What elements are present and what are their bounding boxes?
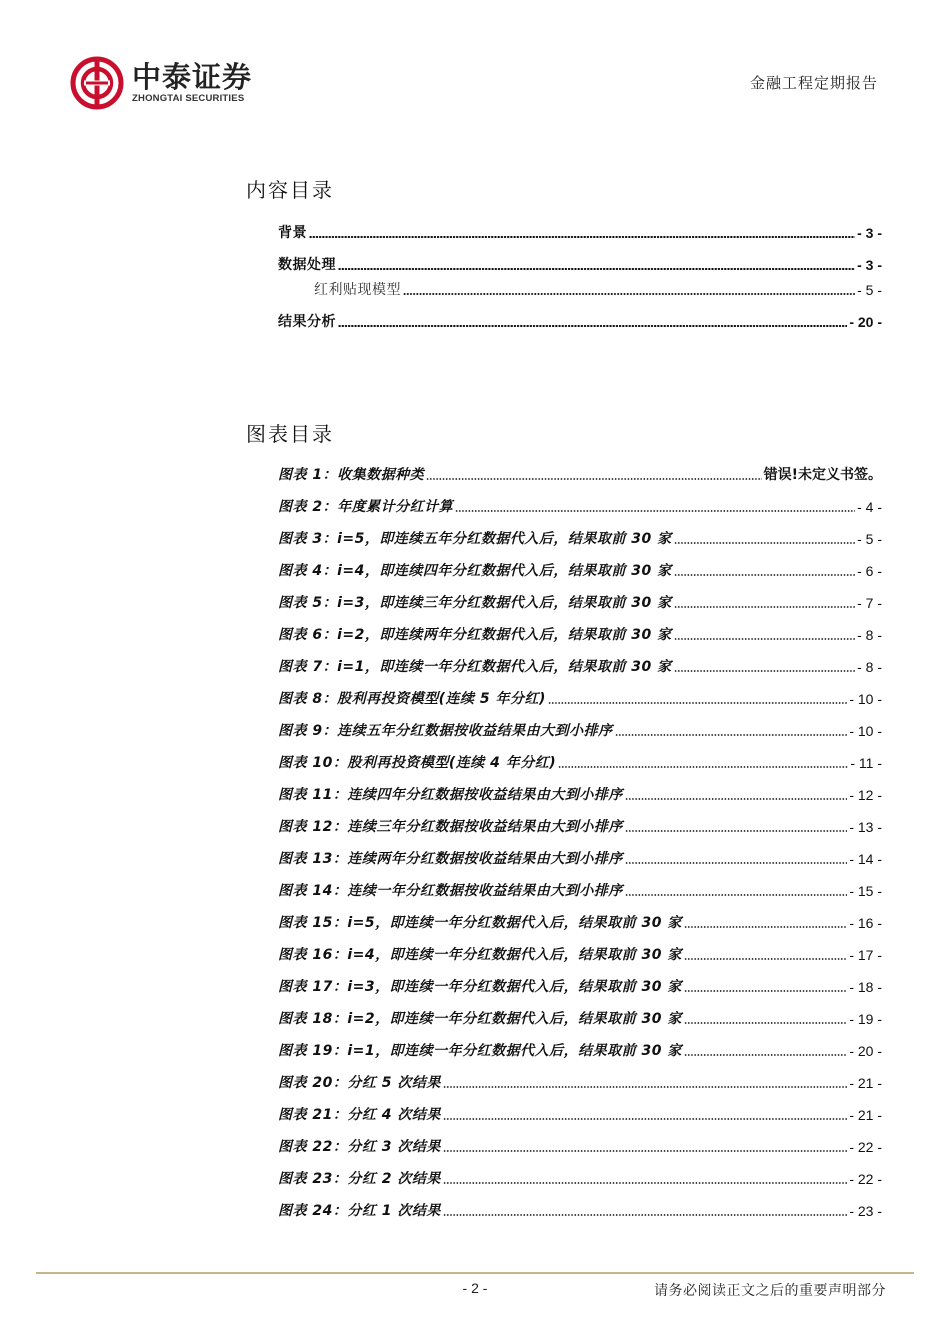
figure-item[interactable] — [278, 817, 882, 837]
toc-item-label: 结果分析 — [278, 314, 336, 330]
logo-chinese-name: 中泰证券 — [132, 60, 253, 94]
figure-item[interactable] — [278, 881, 882, 901]
leader-dots — [443, 1086, 847, 1088]
figure-item-label: 图表 18：i=2，即连续一年分红数据代入后，结果取前 30 家 — [278, 1011, 682, 1027]
leader-dots — [684, 926, 847, 928]
zhongtai-logo-icon — [70, 56, 124, 110]
figure-item-page: - 5 - — [857, 531, 882, 547]
figure-item[interactable] — [278, 529, 882, 549]
figure-item-page: 错误!未定义书签。 — [763, 467, 882, 483]
figure-item-label: 图表 11：连续四年分红数据按收益结果由大到小排序 — [278, 787, 623, 803]
figure-item[interactable] — [278, 465, 882, 485]
leader-dots — [338, 325, 847, 327]
figure-item-page: - 14 - — [849, 851, 882, 867]
logo-english-name: ZHONGTAI SECURITIES — [132, 93, 245, 104]
figure-item[interactable] — [278, 945, 882, 965]
leader-dots — [684, 958, 847, 960]
figure-item[interactable] — [278, 753, 882, 773]
leader-dots — [558, 766, 848, 768]
figure-item-page: - 17 - — [849, 947, 882, 963]
figure-item-page: - 12 - — [849, 787, 882, 803]
figure-item-label: 图表 10：股利再投资模型(连续 4 年分红) — [278, 755, 557, 771]
leader-dots — [455, 510, 855, 512]
figure-item-label: 图表 9：连续五年分红数据按收益结果由大到小排序 — [278, 723, 613, 739]
figure-item-label: 图表 8：股利再投资模型(连续 5 年分红) — [278, 691, 546, 707]
figure-item[interactable] — [278, 977, 882, 997]
figure-item-page: - 6 - — [857, 563, 882, 579]
figure-item-page: - 10 - — [849, 723, 882, 739]
figure-item-page: - 7 - — [857, 595, 882, 611]
figure-item-page: - 21 - — [849, 1107, 882, 1123]
figures-title: 图表目录 — [246, 422, 334, 446]
figure-item[interactable] — [278, 1073, 882, 1093]
figure-item-page: - 15 - — [849, 883, 882, 899]
leader-dots — [674, 670, 855, 672]
figure-item-page: - 8 - — [857, 659, 882, 675]
figure-item-page: - 22 - — [849, 1171, 882, 1187]
leader-dots — [684, 1054, 847, 1056]
toc-item-page: - 5 - — [857, 282, 882, 298]
toc-item[interactable] — [278, 255, 882, 275]
figure-item-label: 图表 17：i=3，即连续一年分红数据代入后，结果取前 30 家 — [278, 979, 682, 995]
figure-item-page: - 13 - — [849, 819, 882, 835]
figure-item[interactable] — [278, 657, 882, 677]
leader-dots — [548, 702, 847, 704]
figure-item-label: 图表 19：i=1，即连续一年分红数据代入后，结果取前 30 家 — [278, 1043, 682, 1059]
figure-item-page: - 18 - — [849, 979, 882, 995]
figure-item[interactable] — [278, 689, 882, 709]
figure-item-page: - 10 - — [849, 691, 882, 707]
figure-item[interactable] — [278, 1201, 882, 1221]
figure-item[interactable] — [278, 913, 882, 933]
leader-dots — [625, 798, 847, 800]
figure-item-page: - 21 - — [849, 1075, 882, 1091]
company-logo — [70, 56, 252, 110]
leader-dots — [674, 638, 855, 640]
toc-item[interactable] — [278, 223, 882, 243]
figure-item-label: 图表 6：i=2，即连续两年分红数据代入后，结果取前 30 家 — [278, 627, 672, 643]
leader-dots — [625, 830, 847, 832]
figure-item-label: 图表 2：年度累计分红计算 — [278, 499, 454, 515]
leader-dots — [674, 574, 855, 576]
leader-dots — [443, 1214, 847, 1216]
figure-item[interactable] — [278, 625, 882, 645]
toc-item-label: 数据处理 — [278, 257, 336, 273]
leader-dots — [443, 1118, 847, 1120]
figure-item[interactable] — [278, 1137, 882, 1157]
figure-item-page: - 19 - — [849, 1011, 882, 1027]
figure-item[interactable] — [278, 561, 882, 581]
leader-dots — [674, 606, 855, 608]
figure-item[interactable] — [278, 593, 882, 613]
figure-item[interactable] — [278, 849, 882, 869]
figure-item-page: - 4 - — [857, 499, 882, 515]
figure-item[interactable] — [278, 1009, 882, 1029]
leader-dots — [338, 268, 855, 270]
figure-item-page: - 11 - — [850, 755, 882, 771]
figure-item[interactable] — [278, 1041, 882, 1061]
leader-dots — [443, 1150, 847, 1152]
figure-item-page: - 20 - — [849, 1043, 882, 1059]
toc-item-page: - 3 - — [857, 257, 882, 273]
toc-item-page: - 20 - — [849, 314, 882, 330]
figure-item-label: 图表 16：i=4，即连续一年分红数据代入后，结果取前 30 家 — [278, 947, 682, 963]
figure-item[interactable] — [278, 785, 882, 805]
toc-item-label: 红利贴现模型 — [314, 282, 401, 298]
figure-item-label: 图表 13：连续两年分红数据按收益结果由大到小排序 — [278, 851, 623, 867]
leader-dots — [625, 862, 847, 864]
figure-item-page: - 16 - — [849, 915, 882, 931]
toc-item[interactable] — [278, 312, 882, 332]
figure-item[interactable] — [278, 1169, 882, 1189]
leader-dots — [443, 1182, 847, 1184]
figure-item-label: 图表 21：分红 4 次结果 — [278, 1107, 441, 1123]
figure-item-label: 图表 1：收集数据种类 — [278, 467, 425, 483]
figure-item[interactable] — [278, 721, 882, 741]
leader-dots — [615, 734, 848, 736]
figure-item-label: 图表 24：分红 1 次结果 — [278, 1203, 441, 1219]
figure-item-label: 图表 7：i=1，即连续一年分红数据代入后，结果取前 30 家 — [278, 659, 672, 675]
report-type-label: 金融工程定期报告 — [749, 74, 878, 92]
page-number: - 2 - — [462, 1280, 488, 1296]
leader-dots — [426, 478, 761, 480]
toc-item-page: - 3 - — [857, 225, 882, 241]
figure-item-page: - 22 - — [849, 1139, 882, 1155]
leader-dots — [674, 542, 855, 544]
figure-item-label: 图表 3：i=5，即连续五年分红数据代入后，结果取前 30 家 — [278, 531, 672, 547]
figure-item-page: - 8 - — [857, 627, 882, 643]
figure-item-label: 图表 23：分红 2 次结果 — [278, 1171, 441, 1187]
figure-item-page: - 23 - — [849, 1203, 882, 1219]
leader-dots — [403, 293, 855, 295]
toc-item-label: 背景 — [278, 225, 307, 241]
toc-subitem[interactable] — [314, 280, 882, 300]
figure-item-label: 图表 12：连续三年分红数据按收益结果由大到小排序 — [278, 819, 623, 835]
figure-item-label: 图表 4：i=4，即连续四年分红数据代入后，结果取前 30 家 — [278, 563, 672, 579]
contents-title: 内容目录 — [246, 178, 334, 202]
leader-dots — [684, 990, 847, 992]
leader-dots — [309, 236, 855, 238]
footer-divider — [36, 1272, 914, 1274]
figure-item-label: 图表 15：i=5，即连续一年分红数据代入后，结果取前 30 家 — [278, 915, 682, 931]
footer-disclaimer: 请务必阅读正文之后的重要声明部分 — [654, 1283, 886, 1299]
figure-item[interactable] — [278, 497, 882, 517]
leader-dots — [684, 1022, 847, 1024]
figure-item-label: 图表 20：分红 5 次结果 — [278, 1075, 441, 1091]
leader-dots — [625, 894, 847, 896]
figure-item-label: 图表 14：连续一年分红数据按收益结果由大到小排序 — [278, 883, 623, 899]
figure-item[interactable] — [278, 1105, 882, 1125]
figure-item-label: 图表 22：分红 3 次结果 — [278, 1139, 441, 1155]
figure-item-label: 图表 5：i=3，即连续三年分红数据代入后，结果取前 30 家 — [278, 595, 672, 611]
